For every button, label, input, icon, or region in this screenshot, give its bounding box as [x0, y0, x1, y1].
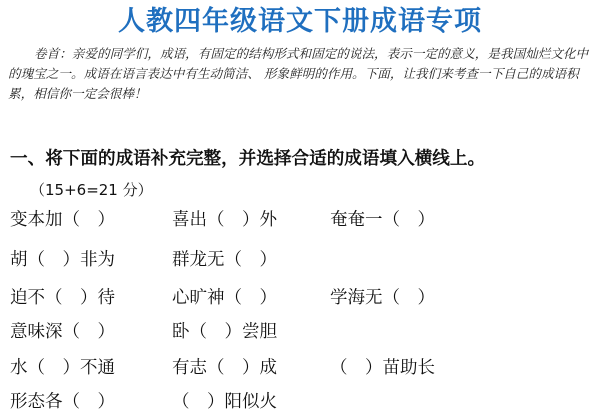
idiom-row: [0, 354, 600, 382]
idiom-row: [0, 388, 600, 416]
idiom-blank[interactable]: 群龙无（ ）: [172, 250, 277, 270]
idiom-row: [0, 246, 600, 274]
preface-paragraph: 卷首：亲爱的同学们，成语，有固定的结构形式和固定的说法，表示一定的意义，是我国灿烂文化中的瑰宝之一。成语在语言表达中有生动简洁、 形象鲜明的作用。下面，让我们来考查一下自己的成语积累，相信你一定会很棒！: [8, 46, 589, 101]
idiom-blank[interactable]: 心旷神（ ）: [172, 288, 277, 308]
idiom-blank[interactable]: 学海无（ ）: [330, 288, 435, 308]
idiom-row: [0, 206, 600, 234]
idiom-blank[interactable]: 水（ ）不通: [10, 358, 115, 378]
section-score: （15+6=21 分）: [30, 181, 153, 199]
idiom-blank[interactable]: 形态各（ ）: [10, 392, 115, 412]
idiom-blank[interactable]: 奄奄一（ ）: [330, 210, 435, 230]
idiom-blank[interactable]: 胡（ ）非为: [10, 250, 115, 270]
idiom-row: [0, 284, 600, 312]
page-title: 人教四年级语文下册成语专项: [118, 6, 482, 37]
idiom-blank[interactable]: 变本加（ ）: [10, 210, 115, 230]
idiom-row: [0, 318, 600, 346]
idiom-blank[interactable]: 意味深（ ）: [10, 322, 115, 342]
idiom-blank[interactable]: （ ）苗助长: [330, 358, 435, 378]
idiom-blank[interactable]: （ ）阳似火: [172, 392, 277, 412]
idiom-blank[interactable]: 迫不（ ）待: [10, 288, 115, 308]
idiom-blank[interactable]: 有志（ ）成: [172, 358, 277, 378]
section-heading: 一、将下面的成语补充完整，并选择合适的成语填入横线上。: [10, 149, 486, 169]
idiom-blank[interactable]: 卧（ ）尝胆: [172, 322, 277, 342]
idiom-blank[interactable]: 喜出（ ）外: [172, 210, 277, 230]
